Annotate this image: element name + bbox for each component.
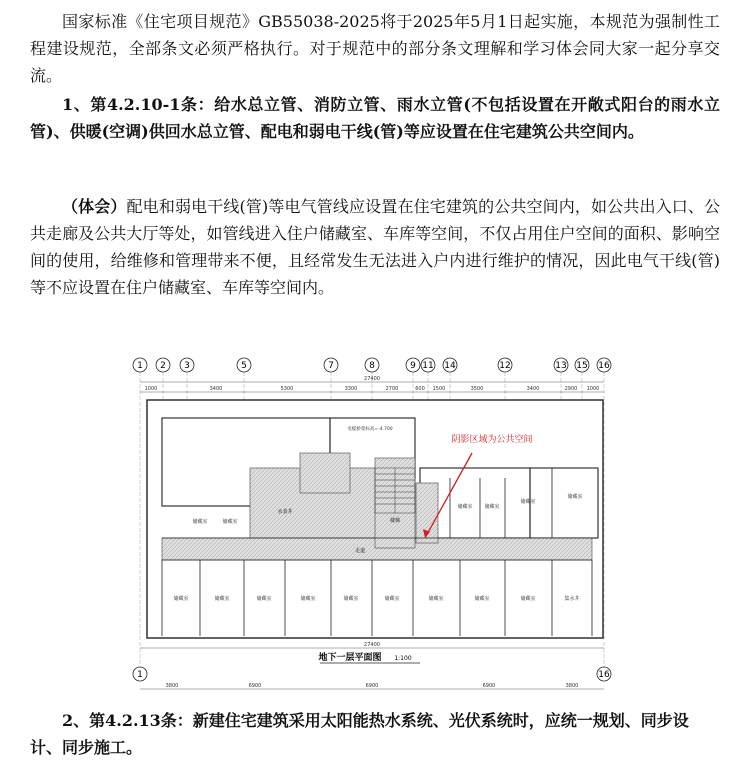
- intro-paragraph: 国家标准《住宅项目规范》GB55038-2025将于2025年5月1日起实施，本规范为强制性工程建设规范，全部条文必须严格执行。对于规范中的部分条文理解和学习体会同大家一起分享交流。: [30, 12, 720, 85]
- svg-text:6900: 6900: [248, 683, 262, 689]
- axis-bubble: [406, 358, 420, 372]
- floor-plan-drawing: [120, 338, 620, 703]
- room-label: 储藏室: [484, 504, 500, 510]
- svg-text:11: 11: [422, 361, 434, 371]
- pipe-label: 电缆桥架标高=-4.700: [347, 427, 393, 432]
- svg-text:6900: 6900: [365, 683, 379, 689]
- svg-text:600: 600: [415, 386, 425, 392]
- svg-text:5: 5: [241, 361, 247, 371]
- axis-bubble: [575, 358, 589, 372]
- svg-text:地下一层平面图: 地下一层平面图: [318, 653, 382, 663]
- room-label: 储藏室: [474, 596, 490, 602]
- experience-text: 配电和弱电干线(管)等电气管线应设置在住宅建筑的公共空间内，如公共出入口、公共走廊及公共大厅等处，如管线进入住户储藏室、车库等空间，不仅占用住户空间的面积、影响空间的使用，给维修和管理带来不便，且经常发生无法进入户内进行维护的情况，因此电气干线(管)等不应设置在住户储藏室、车库等空间内。: [30, 197, 720, 297]
- axis-bubbles-top: [133, 358, 611, 372]
- room-label: 储藏室: [173, 596, 189, 602]
- room-label: 储藏室: [520, 499, 536, 505]
- axis-bubble: [365, 358, 379, 372]
- room-label: 储藏室: [520, 596, 536, 602]
- room-label: 储藏室: [428, 596, 444, 602]
- room-label: 储藏室: [343, 596, 359, 602]
- room-label: 储藏室: [457, 504, 473, 510]
- room-label: 储藏室: [222, 519, 238, 525]
- svg-text:3800: 3800: [165, 683, 179, 689]
- svg-text:3300: 3300: [344, 386, 358, 392]
- svg-text:2900: 2900: [564, 386, 578, 392]
- svg-text:6900: 6900: [482, 683, 496, 689]
- axis-bubble: [498, 358, 512, 372]
- svg-text:15: 15: [576, 361, 588, 371]
- room-label: 储藏室: [384, 596, 400, 602]
- clause-1-heading: 1、第4.2.10-1条：给水总立管、消防立管、雨水立管(不包括设置在开敞式阳台的雨水立管)、供暖(空调)供回水总立管、配电和弱电干线(管)等应设置在住宅建筑公共空间内。: [30, 95, 720, 141]
- svg-text:12: 12: [499, 361, 511, 371]
- room-label: 储藏室: [256, 596, 272, 602]
- experience-paragraph: [30, 193, 720, 301]
- svg-text:27400: 27400: [364, 642, 380, 648]
- stair-label: 楼梯: [389, 518, 401, 524]
- svg-text:1000: 1000: [586, 386, 600, 392]
- svg-text:3500: 3500: [470, 386, 484, 392]
- svg-text:3800: 3800: [565, 683, 579, 689]
- clause-2-heading: 2、第4.2.13条：新建住宅建筑采用太阳能热水系统、光伏系统时，应统一规划、同步设计、同步施工。: [30, 711, 689, 757]
- dimension-bottom: [140, 642, 604, 689]
- axis-bubble: [156, 358, 170, 372]
- svg-text:3: 3: [184, 361, 190, 371]
- svg-text:2700: 2700: [385, 386, 399, 392]
- svg-text:9: 9: [410, 361, 416, 371]
- room-label: 集水井: [564, 596, 580, 602]
- svg-text:1: 1: [137, 670, 143, 680]
- svg-text:27400: 27400: [364, 376, 380, 382]
- svg-text:16: 16: [598, 670, 610, 680]
- axis-bubble: [443, 358, 457, 372]
- experience-label: （体会）: [62, 197, 127, 216]
- svg-text:1000: 1000: [144, 386, 158, 392]
- room-label: 储藏室: [300, 596, 316, 602]
- room-label: 储藏室: [567, 494, 583, 500]
- svg-text:3400: 3400: [209, 386, 223, 392]
- axis-bubble: [133, 358, 147, 372]
- room-label: 储藏室: [192, 519, 208, 525]
- corridor-label: 走道: [354, 548, 366, 554]
- svg-text:13: 13: [555, 361, 567, 371]
- svg-text:14: 14: [444, 361, 456, 371]
- axis-bubble: [133, 667, 147, 681]
- svg-text:7: 7: [328, 361, 334, 371]
- axis-bubble: [597, 358, 611, 372]
- svg-text:3400: 3400: [526, 386, 540, 392]
- svg-text:1:100: 1:100: [394, 655, 412, 662]
- plan-title: [318, 651, 420, 663]
- axis-bubble: [237, 358, 251, 372]
- well-label: 水表井: [277, 509, 293, 515]
- axis-bubble: [180, 358, 194, 372]
- svg-text:16: 16: [598, 361, 610, 371]
- svg-text:1500: 1500: [432, 386, 446, 392]
- svg-text:5300: 5300: [280, 386, 294, 392]
- axis-bubbles-bottom: [133, 667, 611, 681]
- svg-text:2: 2: [160, 361, 166, 371]
- room-label: 储藏室: [214, 596, 230, 602]
- axis-bubble: [421, 358, 435, 372]
- shaded-area-annotation: 阴影区域为公共空间: [451, 435, 533, 445]
- axis-bubble: [324, 358, 338, 372]
- svg-text:1: 1: [137, 361, 143, 371]
- svg-text:8: 8: [369, 361, 375, 371]
- axis-bubble: [554, 358, 568, 372]
- axis-bubble: [597, 667, 611, 681]
